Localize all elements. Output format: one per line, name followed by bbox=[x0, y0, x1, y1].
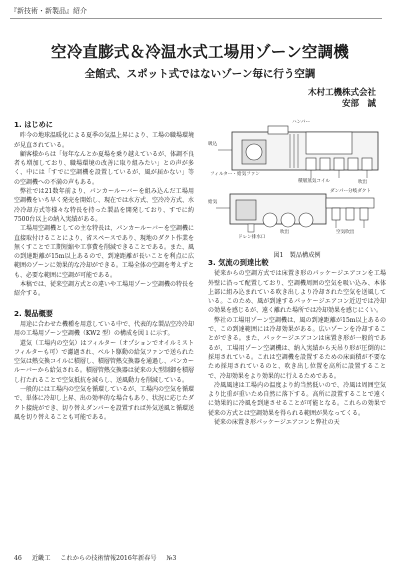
label-branch-duct: 分岐ダクト bbox=[348, 189, 371, 194]
label-air-outlet: 空気吹出 bbox=[336, 230, 355, 235]
paragraph: 従来からの空調方式では床置き形のパッケージエアコンを工場外壁に沿って配置しており、空調機周囲の空気を吸い込み、本体上部に組み込まれている吹き出しより冷却された空気を送風している。このため、風が到達するパッケージエアコン近辺では冷却の効果を感じるが、遠く離れた場所では冷却効果を感じにくい。 bbox=[208, 270, 386, 315]
paragraph: 顧客様からは「毎年なんとか夏場を乗り越えているが、体調不良者も増加しており、職場環境の改善に取り組みたい」との声が多く、中には「すでに空調機を設置しているが、風が届かない」等の空調機への不満の声もある。 bbox=[14, 150, 195, 186]
label-chamber: ハンバー bbox=[292, 120, 311, 125]
paragraph: 昨今の地球温暖化による夏季の気温上昇により、工場の職場環境が見直されている。 bbox=[14, 132, 195, 149]
paragraph: 一般的には工場内の空気を循環しているが、工場内の空気を循環で、単体に冷却し上昇、出の効率的な場合もあり、状況に応じたダクト接続ができ、切り替えダンパーを設置すれば外気送風と循環送風を切り替えることも可能である。 bbox=[14, 386, 195, 421]
label-outlet-right: 吹出 bbox=[358, 180, 368, 185]
paragraph: 本稿では、従来空調方式との違いや工場用ゾーン空調機の特長を紹介する。 bbox=[14, 281, 194, 298]
right-column bbox=[208, 258, 386, 427]
paragraph: 弊社の工場用ゾーン空調機は、風の到達距離が15m以上あるので、この到達範囲には冷却効果がある。広いゾーンを冷却することができる。また、パッケージエアコンは床置き形が一般的であるが、工場用ゾーン空調機は、納入実績から天吊り形が圧倒的に採用されている。これは空調機を設置するための床面積が不要なため採用されているのと、吹き出し位置を高所に設置することで、冷却効果をより効果的に行えるためである。 bbox=[208, 316, 386, 380]
publication-subtitle: これからの技術情報2016年新春号 bbox=[60, 555, 157, 562]
publication-name: 近畿工 bbox=[31, 555, 51, 562]
paragraph: 用途に合わせた機種を用意している中で、代表的な製品空冷冷却用の工場用ゾーン空調機（KW2 型）の構成を図１に示す。 bbox=[14, 320, 194, 338]
label-coil: 積層蒸気コイル bbox=[298, 179, 331, 184]
label-intake: 吸込 bbox=[208, 142, 218, 147]
author-block bbox=[308, 88, 376, 110]
page-footer bbox=[14, 553, 386, 562]
product-diagram bbox=[208, 120, 386, 246]
label-damper: ダンパー bbox=[330, 189, 349, 194]
label-outlet-left: 吹出 bbox=[280, 230, 290, 235]
company-name: 木村工機株式会社 bbox=[307, 88, 376, 98]
author-name: 安部 誠 bbox=[341, 99, 376, 109]
label-drain: ドレン排水口 bbox=[238, 235, 266, 240]
paragraph: 従来の床置き形パッケージエアコンと弊社の天 bbox=[214, 419, 340, 427]
paragraph: 弊社では21数年前より、パンカールーバーを組み込んだ工場用空調機をいち早く発売を開始し、現在では水方式、空冷冷方式、水冷冷却方式等様々な特長を持った製品を開発しており、すでに約7500台以上の納入実績がある。 bbox=[14, 188, 195, 223]
paragraph: 還気（工場内の空気）はフィルター（オプションでオイルミストフィルターも可）で濾過され、ベルト駆動の給気ファンで送られた空気は熱交換コイルに積層し、積層管熱交換器を通過し、パンカールーバーから給気される。積層管熱交換器は従来の大型制御を積層し打たれることで空気抵抗を減らし、送風動力を削減している。 bbox=[14, 339, 194, 384]
label-supply-air: 給気 bbox=[208, 200, 218, 205]
page-number: 46 bbox=[14, 555, 22, 562]
label-filter-fan: フィルター・給気ファン bbox=[210, 172, 260, 177]
section-1-heading: 1. はじめに bbox=[14, 120, 53, 129]
article-subtitle: 全館式、スポット式ではないゾーン毎に行う空調 bbox=[84, 68, 316, 80]
section-3-heading: 3. 気流の到達比較 bbox=[208, 258, 269, 267]
section-2-heading: 2. 製品概要 bbox=[14, 308, 53, 318]
issue-number: №3 bbox=[166, 555, 177, 562]
paragraph: 工場用空調機としての主な特長は、パンカールーバーを空調機に直接取付けることにより、省スペースであり、現地のダクト作業を無くすことで工期短縮や工事費を削減できることである。また、風の到達距離が15m以上あるので、到達距離が長いことを利点に広範囲のゾーンに効果的な冷却ができる。工場全体の空調を考えずとも、必要な範囲に空調が可能である。 bbox=[14, 225, 195, 279]
category-header: 『新技術・新製品』紹介 bbox=[10, 6, 382, 19]
left-column bbox=[14, 120, 194, 422]
article-title: 空冷直膨式＆冷温水式工場用ゾーン空調機 bbox=[51, 43, 349, 61]
figure-caption: 図1 製品構成例 bbox=[273, 252, 321, 259]
paragraph: 冷風風速は工場内の温度より約当然低いので、冷風は周囲空気より比重が重いため自然に落下する。高所に設置することで遠くに効果的に冷風を到達させることが可能となる。これらの効果で従来の方式とは空調効果を得られる範囲が異なってくる。 bbox=[208, 381, 386, 417]
